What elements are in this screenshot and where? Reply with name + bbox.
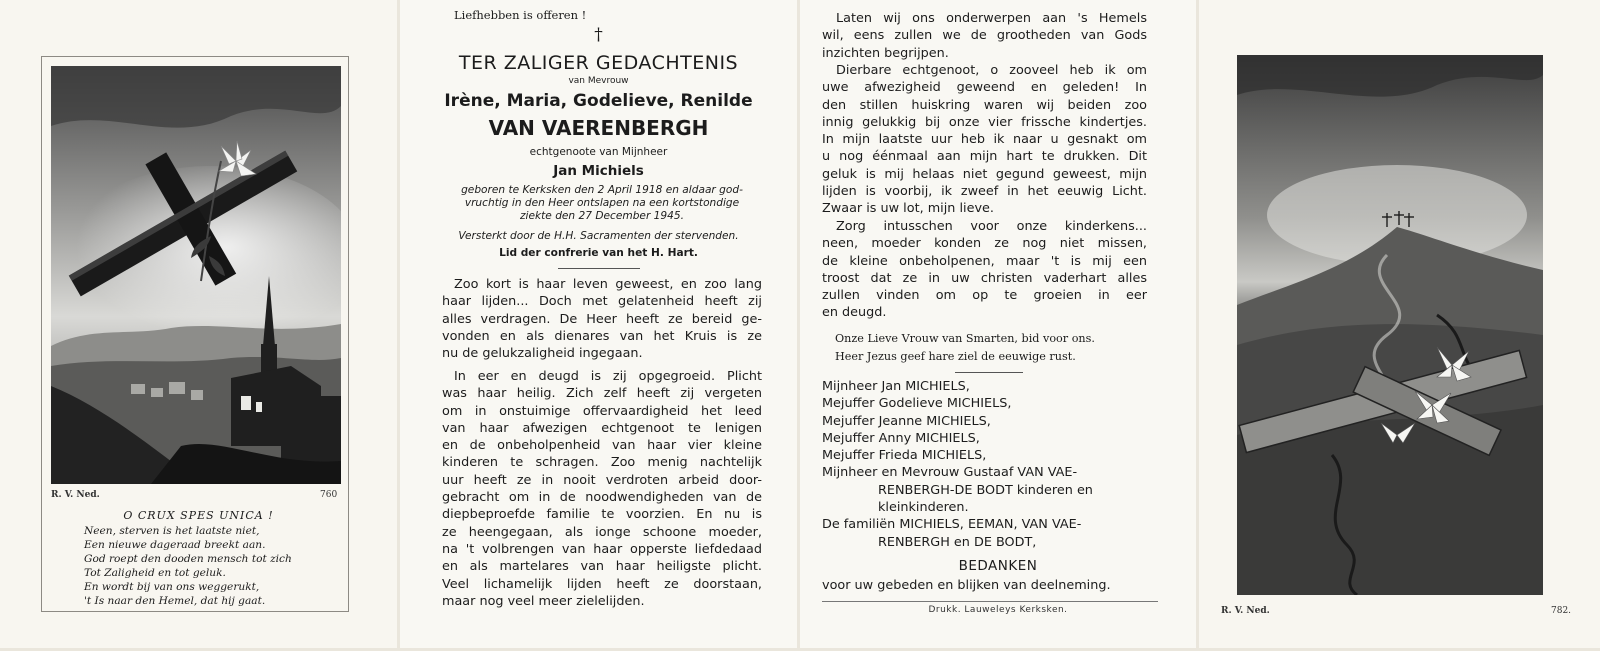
family-member-cont: kleinkinderen. xyxy=(878,500,969,516)
text-line: kinderen te schragen. Zoo menig nachtelijk xyxy=(442,455,762,471)
paragraph-4 xyxy=(822,62,1147,218)
text-line: wil, eens zullen we de grootheden van Gods xyxy=(822,28,1147,44)
poem-line: En wordt bij van ons weggerukt, xyxy=(84,581,260,593)
family-member: Mejuffer Jeanne MICHIELS, xyxy=(822,413,991,429)
left-image-number: 760 xyxy=(320,490,338,500)
text-line: inzichten begrijpen. xyxy=(822,45,949,61)
text-line: uur heeft ze in nooit verdroten arbeid door- xyxy=(442,472,762,488)
birth-line: geboren te Kerksken den 2 April 1918 en aldaar god- xyxy=(461,184,743,196)
obituary-page-left xyxy=(400,0,797,648)
spouse-intro: echtgenoote van Mijnheer xyxy=(529,146,668,158)
poem-line: Neen, sterven is het laatste niet, xyxy=(84,525,260,537)
family-list xyxy=(822,378,1093,551)
birth-death-info xyxy=(437,184,767,223)
prayer-line: Onze Lieve Vrouw van Smarten, bid voor ons. xyxy=(835,332,1095,345)
left-publisher: R. V. Ned. xyxy=(51,490,100,500)
text-line: haar lijden... Doch met gelatenheid heeft zij xyxy=(442,294,762,310)
paragraph-3 xyxy=(822,10,1147,62)
left-card xyxy=(0,0,397,648)
confraternity: Lid der confrerie van het H. Hart. xyxy=(499,247,698,259)
cross-lilies-illustration xyxy=(1237,55,1543,595)
birth-line: vruchtig in den Heer ontslapen na een kortstondige xyxy=(464,197,740,209)
poem xyxy=(84,524,292,608)
poem-line: God roept den dooden mensch tot zich xyxy=(84,553,292,565)
text-line: In eer en deugd is zij opgegroeid. Plicht xyxy=(454,369,762,384)
van-mevrouw: van Mevrouw xyxy=(568,76,629,86)
text-line: lijden is voorbij, ik zweef in het eeuwig Licht. xyxy=(822,184,1147,200)
text-line: om in onstuimige offervaardigheid het leed xyxy=(442,403,762,419)
text-line: Veel lichamelijk lijden heeft ze doorstaan, xyxy=(442,576,762,592)
text-line: Zoo kort is haar leven geweest, en zoo lang xyxy=(454,277,762,292)
text-line: Zorg intusschen voor onze kinderkens... xyxy=(836,219,1147,234)
text-line: de kleine onbeholpenen, maar 't is mij een xyxy=(822,253,1147,269)
given-names: Irène, Maria, Godelieve, Renilde xyxy=(444,91,753,111)
text-line: nu de gelukzaligheid ingegaan. xyxy=(442,346,643,362)
sacraments: Versterkt door de H.H. Sacramenten der stervenden. xyxy=(458,230,739,242)
thanks: BEDANKEN xyxy=(958,558,1038,574)
text-line: vonden en als dienares van het Kruis is ze xyxy=(442,328,762,344)
text-line: Dierbare echtgenoot, o zooveel heb ik om xyxy=(836,63,1147,78)
text-line: troost dat ze in uw christen vaderhart alles xyxy=(822,270,1147,286)
right-card xyxy=(1199,0,1600,648)
paragraph-1 xyxy=(442,276,762,362)
text-line: was haar heilig. Zich zelf heeft zij vergeten xyxy=(442,386,762,402)
text-line: gebracht om in de noodwendigheden van de xyxy=(442,490,762,506)
right-publisher: R. V. Ned. xyxy=(1221,606,1270,616)
cross-church-illustration xyxy=(51,66,341,484)
family-member: Mejuffer Frieda MICHIELS, xyxy=(822,448,987,464)
families-line-cont: RENBERGH en DE BODT, xyxy=(878,534,1037,550)
paragraph-2 xyxy=(442,368,762,610)
spouse-name: Jan Michiels xyxy=(553,163,644,179)
text-line: zullen vinden om op te groeien in eer xyxy=(822,288,1147,304)
text-line: In mijn laatste uur heb ik naar u gesnakt om xyxy=(822,132,1147,148)
obituary-page-right xyxy=(800,0,1196,648)
footer-rule xyxy=(822,601,1158,602)
birth-line: ziekte den 27 December 1945. xyxy=(520,210,684,222)
text-line: ze heengegaan, als ionge schoone moeder, xyxy=(442,524,762,540)
motto: Liefhebben is offeren ! xyxy=(454,8,587,22)
text-line: geluk is mij helaas niet gegund geweest, mijn xyxy=(822,166,1147,182)
text-line: van haar afwezigen echtgenoot te lenigen xyxy=(442,420,762,436)
text-line: maar nog veel meer zielelijden. xyxy=(442,593,645,609)
text-line: en deugd. xyxy=(822,305,887,321)
poem-line: 't Is naar den Hemel, dat hij gaat. xyxy=(84,595,266,607)
families-line: De familiën MICHIELS, EEMAN, VAN VAE- xyxy=(822,517,1082,533)
latin-motto: O CRUX SPES UNICA ! xyxy=(123,509,274,522)
text-line: neen, moeder konden ze nog niet missen, xyxy=(822,236,1147,252)
text-line: na 't volbrengen van haar opperste liefdedaad xyxy=(442,541,762,557)
cross-icon: † xyxy=(594,25,603,45)
text-line: Zwaar is uw lot, mijn lieve. xyxy=(822,201,994,217)
text-line: Laten wij ons onderwerpen aan 's Hemels xyxy=(836,11,1147,26)
family-member: Mijnheer en Mevrouw Gustaaf VAN VAE- xyxy=(822,465,1078,481)
poem-line: Tot Zaligheid en tot geluk. xyxy=(84,567,226,579)
heading: TER ZALIGER GEDACHTENIS xyxy=(458,52,739,74)
printer-credit: Drukk. Lauweleys Kerksken. xyxy=(928,605,1068,615)
surname: VAN VAERENBERGH xyxy=(488,116,709,140)
family-member: Mejuffer Anny MICHIELS, xyxy=(822,430,980,446)
divider xyxy=(558,268,640,269)
family-member-cont: RENBERGH-DE BODT kinderen en xyxy=(878,482,1093,498)
text-line: diepbeproefde familie te voorzien. En nu is xyxy=(442,507,762,523)
text-line: uwe afwezigheid geweend en geleden! In xyxy=(822,80,1147,96)
divider xyxy=(955,372,1023,373)
text-line: en als martelares van haar heiligste plicht. xyxy=(442,559,762,575)
paragraph-5 xyxy=(822,218,1147,322)
family-member: Mejuffer Godelieve MICHIELS, xyxy=(822,396,1012,412)
poem-line: Een nieuwe dageraad breekt aan. xyxy=(84,539,266,551)
text-line: alles verdragen. De Heer heeft ze bereid ge- xyxy=(442,311,762,327)
family-member: Mijnheer Jan MICHIELS, xyxy=(822,379,970,394)
text-line: innig gelukkig bij onze vier frissche kindertjes. xyxy=(822,114,1147,130)
thanks-line: voor uw gebeden en blijken van deelneming. xyxy=(822,578,1111,593)
text-line: den stillen huiskring waren wij beiden zoo xyxy=(822,97,1147,113)
text-line: en de onbeholpenheid van haar vier kleine xyxy=(442,438,762,454)
right-image-number: 782. xyxy=(1551,606,1572,616)
prayer-line: Heer Jezus geef hare ziel de eeuwige rust. xyxy=(835,350,1076,363)
text-line: u nog éénmaal aan mijn hart te drukken. Dit xyxy=(822,149,1147,165)
